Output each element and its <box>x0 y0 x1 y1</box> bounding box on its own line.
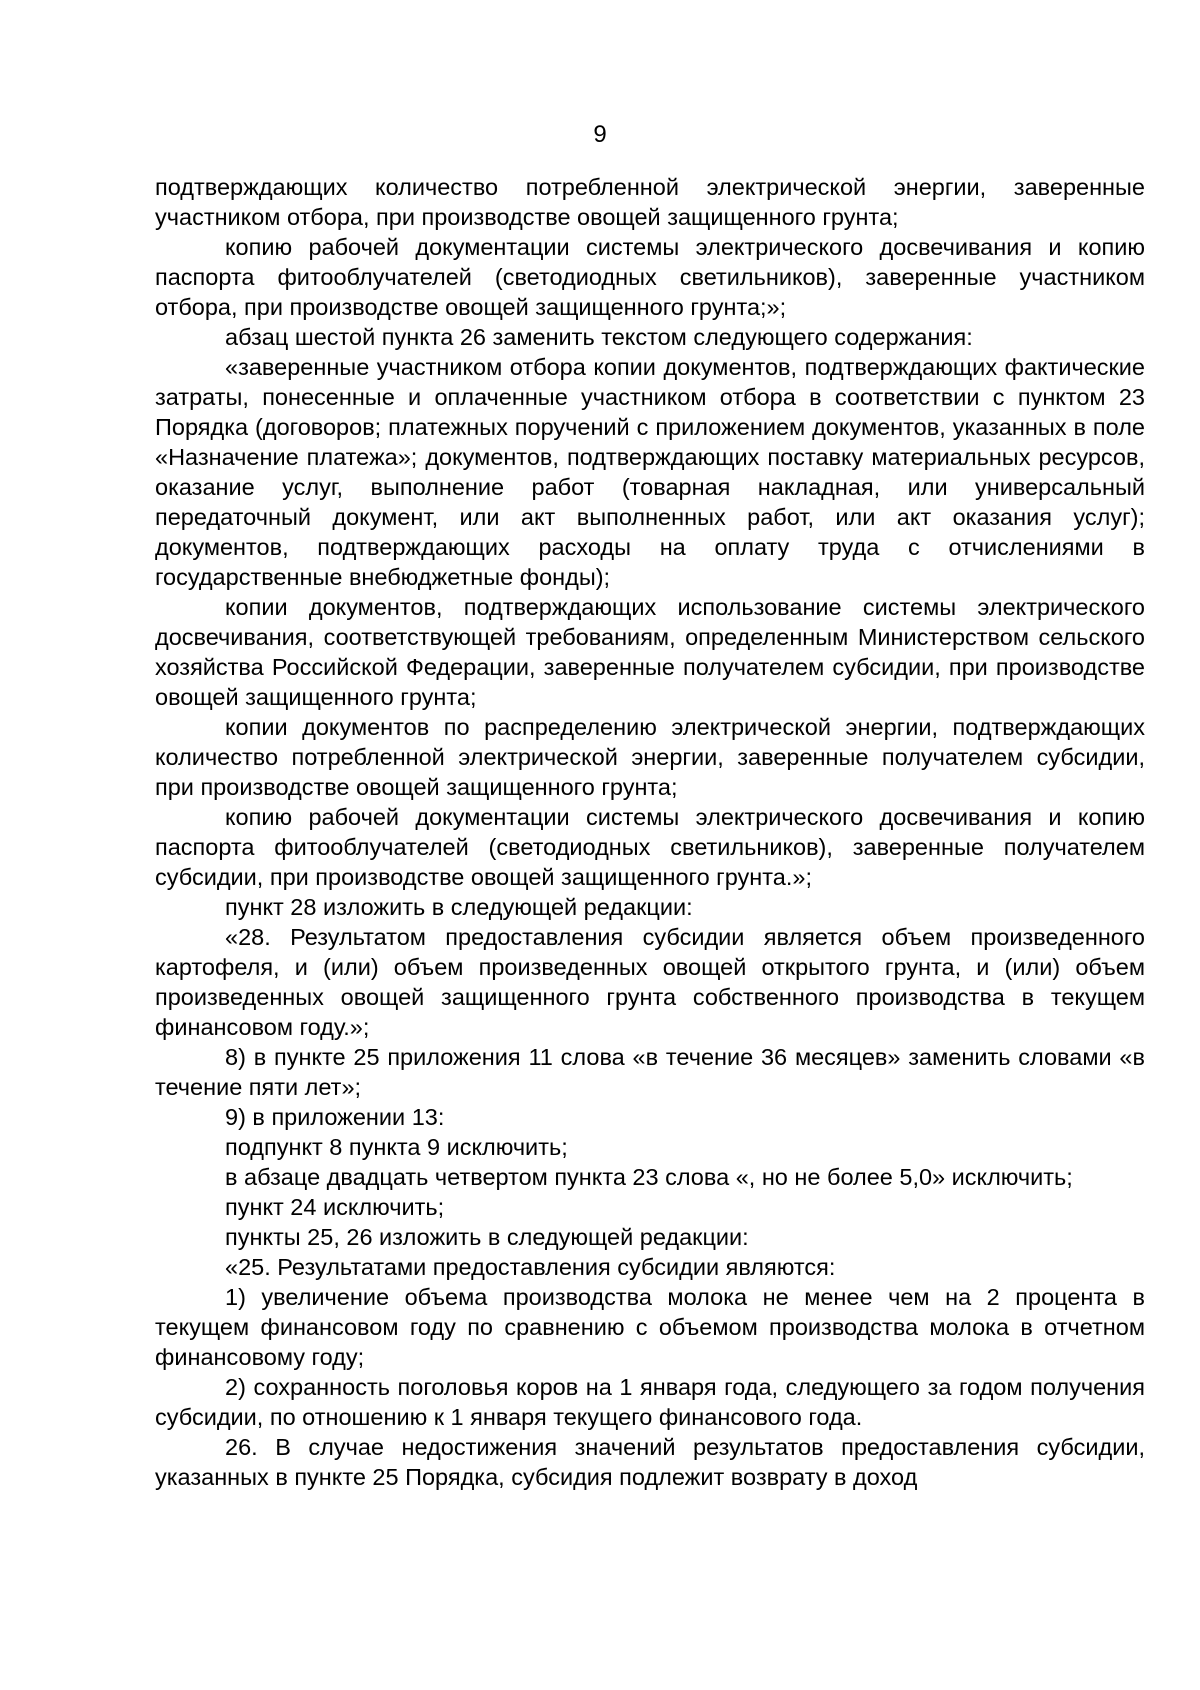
document-paragraph: «25. Результатами предоставления субсидии являются: <box>225 1254 836 1280</box>
document-paragraph: 8) в пункте 25 приложения 11 слова «в течение 36 месяцев» заменить словами «в течение пяти лет»; <box>155 1044 1145 1100</box>
document-paragraph: «28. Результатом предоставления субсидии является объем произведенного картофеля, и (или) объем произведенных овощей открытого грунта, и (или) объем произведенных овощей защищенного грунта собственного производства в текущем финансовом году.»; <box>155 924 1145 1040</box>
document-paragraph: 2) сохранность поголовья коров на 1 января года, следующего за годом получения субсидии, по отношению к 1 января текущего финансового года. <box>155 1374 1145 1430</box>
document-paragraph: подтверждающих количество потребленной электрической энергии, заверенные участником отбора, при производстве овощей защищенного грунта; <box>155 174 1145 230</box>
page-number: 9 <box>593 121 607 148</box>
document-paragraph: пункты 25, 26 изложить в следующей редакции: <box>225 1224 749 1250</box>
document-paragraph: копии документов, подтверждающих использование системы электрического досвечивания, соответствующей требованиям, определенным Министерством сельского хозяйства Российской Федерации, заверенные получателем субсидии, при производстве овощей защищенного грунта; <box>155 594 1145 710</box>
document-paragraph: 9) в приложении 13: <box>225 1104 445 1130</box>
document-paragraph: копию рабочей документации системы электрического досвечивания и копию паспорта фитооблучателей (светодиодных светильников), заверенные участником отбора, при производстве овощей защищенного грунта;»; <box>155 234 1145 320</box>
document-paragraph: абзац шестой пункта 26 заменить текстом следующего содержания: <box>225 324 973 350</box>
document-paragraph: «заверенные участником отбора копии документов, подтверждающих фактические затраты, понесенные и оплаченные участником отбора в соответствии с пунктом 23 Порядка (договоров; платежных поручений с приложением документов, указанных в поле «Назначение платежа»; документов, подтверждающих поставку материальных ресурсов, оказание услуг, выполнение работ (товарная накладная, или универсальный передаточный документ, или акт выполненных работ, или акт оказания услуг); документов, подтверждающих расходы на оплату труда с отчислениями в государственные внебюджетные фонды); <box>155 354 1145 590</box>
document-paragraph: 26. В случае недостижения значений результатов предоставления субсидии, указанных в пункте 25 Порядка, субсидия подлежит возврату в доход <box>155 1434 1145 1490</box>
document-paragraph: копию рабочей документации системы электрического досвечивания и копию паспорта фитооблучателей (светодиодных светильников), заверенные получателем субсидии, при производстве овощей защищенного грунта.»; <box>155 804 1145 890</box>
document-paragraph: 1) увеличение объема производства молока не менее чем на 2 процента в текущем финансовом году по сравнению с объемом производства молока в отчетном финансовому году; <box>155 1284 1145 1370</box>
document-paragraph: пункт 24 исключить; <box>225 1194 445 1220</box>
document-paragraph: в абзаце двадцать четвертом пункта 23 слова «, но не более 5,0» исключить; <box>225 1164 1073 1190</box>
document-paragraph: копии документов по распределению электрической энергии, подтверждающих количество потребленной электрической энергии, заверенные получателем субсидии, при производстве овощей защищенного грунта; <box>155 714 1145 800</box>
document-body <box>155 172 1145 1492</box>
document-paragraph: подпункт 8 пункта 9 исключить; <box>225 1134 568 1160</box>
document-paragraph: пункт 28 изложить в следующей редакции: <box>225 894 693 920</box>
